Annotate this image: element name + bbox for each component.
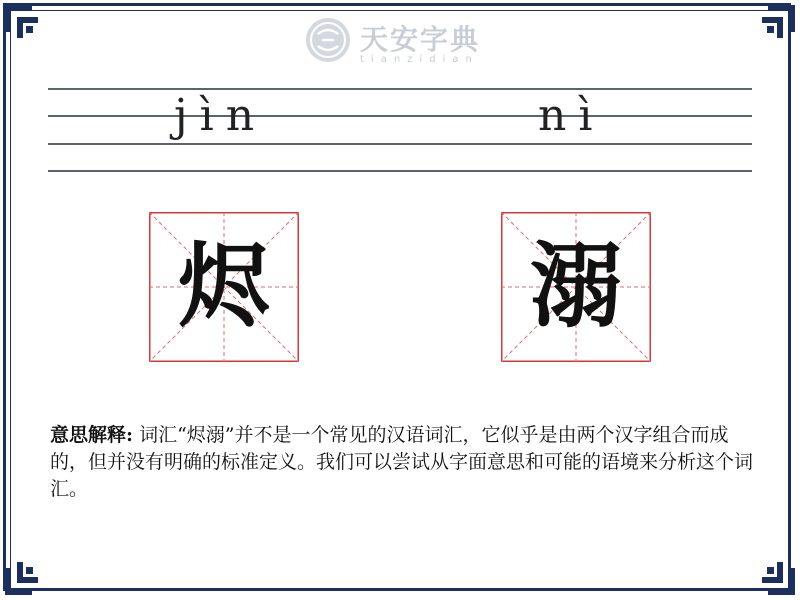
logo-seal-icon <box>304 16 352 64</box>
meaning-paragraph <box>50 422 755 503</box>
character-2: 溺 <box>529 233 622 340</box>
logo-romanization: tianzidian <box>360 54 479 65</box>
meaning-text: 词汇“烬溺”并不是一个常见的汉语词汇，它似乎是由两个汉字组合而成的，但并没有明确的标准定义。我们可以尝试从字面意思和可能的语境来分析这个词汇。 <box>50 424 754 500</box>
corner-ornament-top-left <box>2 2 44 44</box>
pinyin-syllable-2: nì <box>538 90 605 141</box>
site-logo <box>300 14 500 70</box>
corner-ornament-bottom-left <box>2 556 44 598</box>
pinyin-syllable-1: jìn <box>174 90 267 141</box>
corner-ornament-top-right <box>756 2 798 44</box>
logo-name: 天安字典 <box>360 23 481 56</box>
character-grid-1 <box>149 212 299 362</box>
character-grid-2 <box>501 212 651 362</box>
corner-ornament-bottom-right <box>756 556 798 598</box>
meaning-separator: : <box>126 424 134 446</box>
character-1: 烬 <box>177 233 270 340</box>
meaning-label: 意思解释 <box>50 424 127 446</box>
pinyin-ruled-lines <box>48 88 752 172</box>
